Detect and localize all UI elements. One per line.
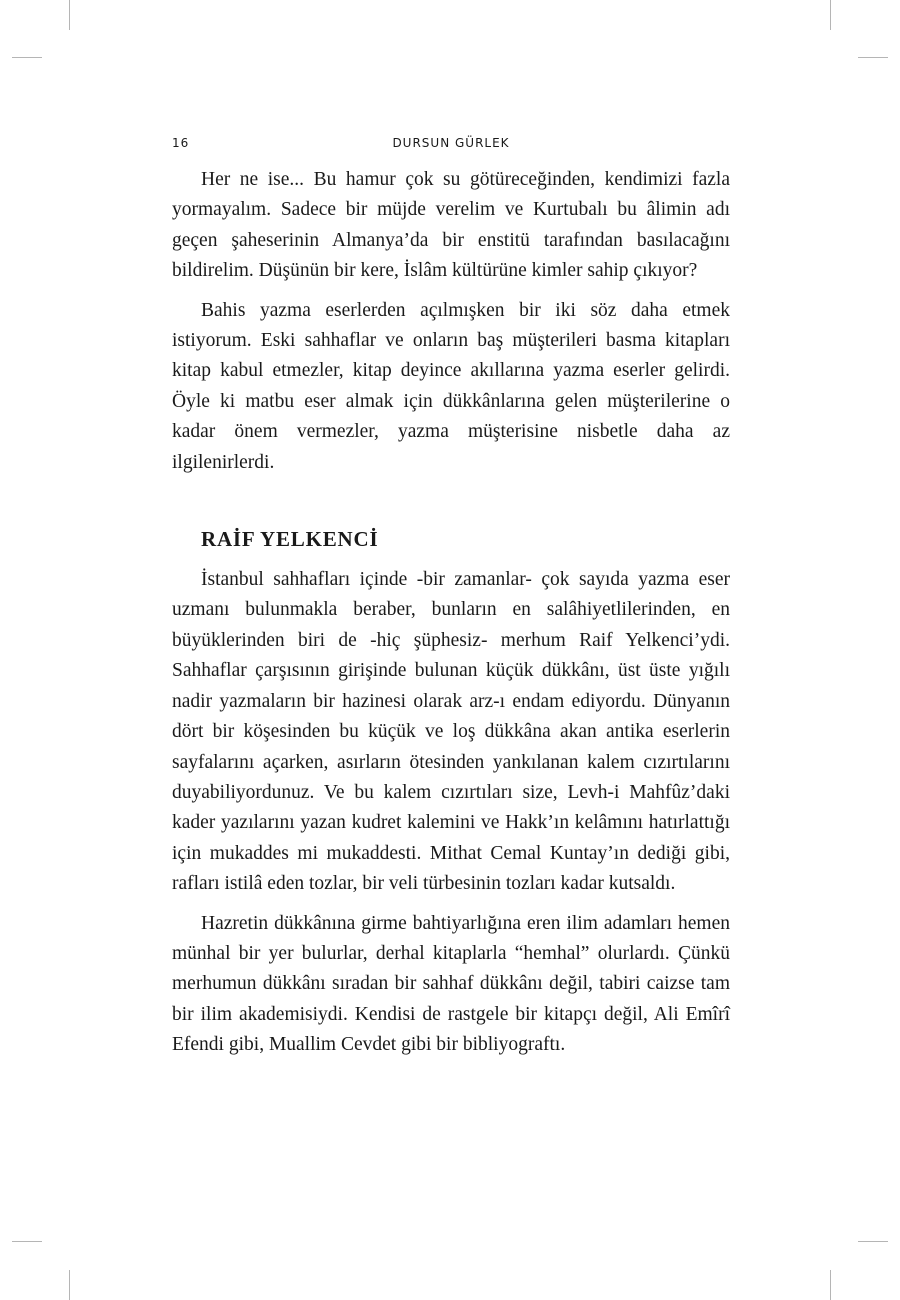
page-number: 16: [172, 136, 190, 150]
crop-mark-bottom-right: [830, 1270, 831, 1300]
crop-mark-right-bottom: [858, 1241, 888, 1242]
paragraph: Her ne ise... Bu hamur çok su götüreceğinden, kendimizi fazla yormayalım. Sadece bir müjde verelim ve Kurtubalı bu âlimin adı geçen şaheserinin Almanya’da bir enstitü tarafından basılacağını bildirelim. Düşünün bir kere, İslâm kültürüne kimler sahip çıkıyor?: [172, 169, 730, 282]
crop-mark-left-bottom: [12, 1241, 42, 1242]
paragraph: Bahis yazma eserlerden açılmışken bir iki söz daha etmek istiyorum. Eski sahhaflar ve onların baş müşterileri basma kitapları kitap kabul etmezler, kitap deyince akıllarına yazma eserler gelirdi. Öyle ki matbu eser almak için dükkânlarına gelen müşterilerine o kadar önem vermezler, yazma müşterisine nisbetle daha az ilgilenirlerdi.: [172, 299, 730, 473]
crop-mark-right-top: [858, 57, 888, 58]
running-head: [172, 136, 730, 152]
paragraph: Hazretin dükkânına girme bahtiyarlığına eren ilim adamları hemen münhal bir yer bulurlar, derhal kitaplarla “hemhal” olurlardı. Çünkü merhumun dükkânı sıradan bir sahhaf dükkânı değil, tabiri caizse tam bir ilim akademisiydi. Kendisi de rastgele bir kitapçı değil, Ali Emîrî Efendi gibi, Muallim Cevdet gibi bir bibliyograftı.: [172, 912, 730, 1056]
crop-mark-left-top: [12, 57, 42, 58]
crop-mark-top-left: [69, 0, 70, 30]
crop-mark-bottom-left: [69, 1270, 70, 1300]
running-head-author: DURSUN GÜRLEK: [392, 136, 510, 150]
text-block: [172, 165, 730, 1061]
crop-mark-top-right: [830, 0, 831, 30]
paragraph: İstanbul sahhafları içinde -bir zamanlar- çok sayıda yazma eser uzmanı bulunmakla beraber, bunların en salâhiyetlilerinden, en büyüklerinden biri de -hiç şüphesiz- merhum Raif Yelkenci’ydi. Sahhaflar çarşısının girişinde bulunan küçük dükkânı, üst üste yığılı nadir yazmaların bir hazinesi olarak arz-ı endam ediyordu. Dünyanın dört bir köşesinden bu küçük ve loş dükkâna akan antika eserlerin sayfalarını açarken, asırların ötesinden yankılanan kalem cızırtılarını duyabiliyordunuz. Ve bu kalem cızırtıları size, Levh-i Mahfûz’daki kader yazılarını yazan kudret kalemini ve Hakk’ın kelâmını hatırlattığı için mukaddes mi mukaddesti. Mithat Cemal Kuntay’ın dediği gibi, rafları istilâ eden tozlar, bir veli türbesinin tozları kadar kutsaldı.: [172, 569, 730, 895]
section-title: RAİF YELKENCİ: [201, 527, 379, 552]
